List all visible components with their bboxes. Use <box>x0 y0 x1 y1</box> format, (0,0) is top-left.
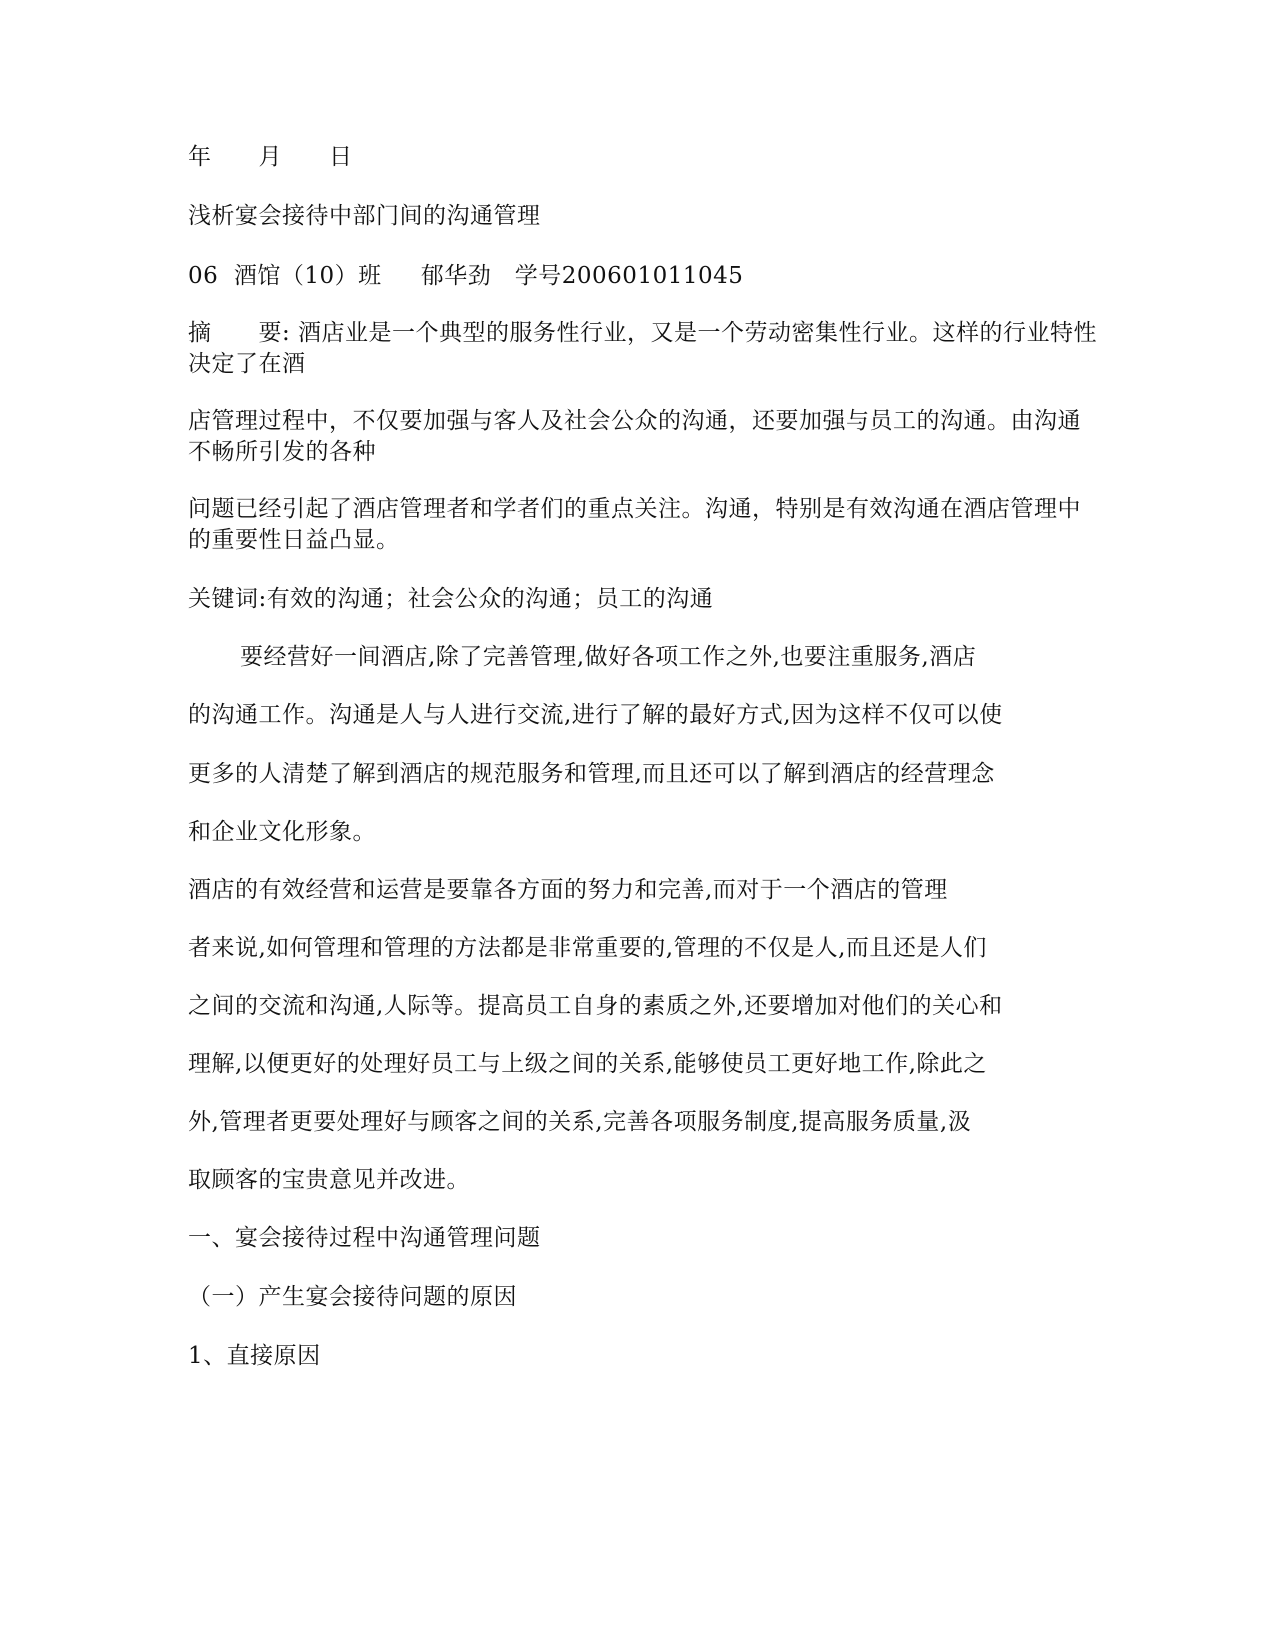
body-line: 和企业文化形象。 <box>188 819 376 845</box>
body-line: 酒店的有效经营和运营是要靠各方面的努力和完善,而对于一个酒店的管理 <box>188 877 948 903</box>
body-line: 者来说,如何管理和管理的方法都是非常重要的,管理的不仅是人,而且还是人们 <box>188 935 987 961</box>
keywords-line: 关键词:有效的沟通；社会公众的沟通；员工的沟通 <box>188 586 714 612</box>
abstract-paragraph-1: 摘 要: 酒店业是一个典型的服务性行业，又是一个劳动密集性行业。这样的行业特性决定了在酒 <box>188 320 1098 377</box>
body-line: 更多的人清楚了解到酒店的规范服务和管理,而且还可以了解到酒店的经营理念 <box>188 761 995 787</box>
abstract-paragraph-3: 问题已经引起了酒店管理者和学者们的重点关注。沟通，特别是有效沟通在酒店管理中的重要性日益凸显。 <box>188 496 1081 553</box>
body-line: 之间的交流和沟通,人际等。提高员工自身的素质之外,还要增加对他们的关心和 <box>188 993 1003 1019</box>
section-heading: 一、宴会接待过程中沟通管理问题 <box>188 1225 541 1251</box>
sub-subsection-heading: 1、直接原因 <box>188 1343 321 1369</box>
author-line: 06 酒馆（10）班 郁华劲 学号200601011045 <box>188 263 744 289</box>
document-title: 浅析宴会接待中部门间的沟通管理 <box>188 203 541 229</box>
date-line: 年 月 日 <box>188 144 353 170</box>
body-line: 要经营好一间酒店,除了完善管理,做好各项工作之外,也要注重服务,酒店 <box>240 644 977 670</box>
subsection-heading: （一）产生宴会接待问题的原因 <box>188 1284 517 1310</box>
body-line: 外,管理者更要处理好与顾客之间的关系,完善各项服务制度,提高服务质量,汲 <box>188 1109 972 1135</box>
body-line: 理解,以便更好的处理好员工与上级之间的关系,能够使员工更好地工作,除此之 <box>188 1051 987 1077</box>
abstract-paragraph-2: 店管理过程中，不仅要加强与客人及社会公众的沟通，还要加强与员工的沟通。由沟通不畅所引发的各种 <box>188 408 1081 465</box>
body-line: 的沟通工作。沟通是人与人进行交流,进行了解的最好方式,因为这样不仅可以使 <box>188 702 1003 728</box>
body-line: 取顾客的宝贵意见并改进。 <box>188 1167 470 1193</box>
